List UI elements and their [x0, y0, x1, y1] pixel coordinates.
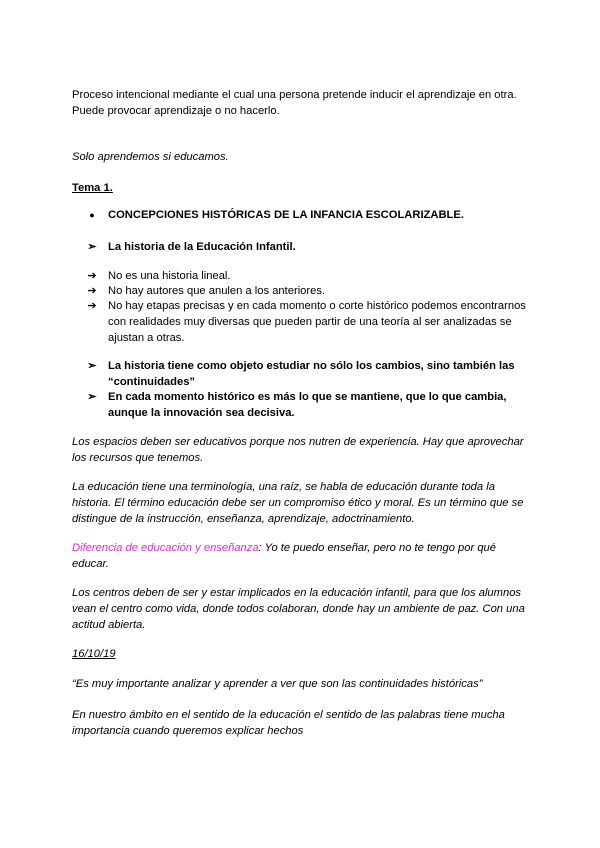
paragraph-centros: Los centros deben de ser y estar implicados en la educación infantil, para que los alumnos vean el centro como vida, donde todos colaboran, donde hay un ambiente de paz. Con una actitud abierta. — [72, 587, 525, 631]
date-heading: 16/10/19 — [72, 648, 116, 660]
subheading-text: La historia de la Educación Infantil. — [108, 241, 296, 253]
arrow-right-icon: ➔ — [87, 285, 97, 297]
intro-paragraph: Proceso intencional mediante el cual una persona pretende inducir el aprendizaje en otra. Puede provocar aprendizaje o no hacerlo. — [72, 89, 517, 117]
arrow-item-text: No hay etapas precisas y en cada momento o corte histórico podemos encontrarnos con realidades muy diversas que pueden partir de una teoría al ser analizadas se ajustan a otras. — [108, 300, 526, 344]
bold-point-text: En cada momento histórico es más lo que se mantiene, que lo que cambia, aunque la innovación sea decisiva. — [108, 391, 507, 419]
quote-continuidades: “Es muy importante analizar y aprender a ver que son las continuidades históricas” — [72, 678, 483, 690]
paragraph-espacios: Los espacios deben ser educativos porque nos nutren de experiencia. Hay que aprovechar los recursos que tenemos. — [72, 436, 524, 464]
bullet-dot-icon: ● — [89, 210, 95, 220]
arrow-right-icon: ➔ — [87, 270, 97, 282]
arrow-item-text: No hay autores que anulen a los anteriores. — [108, 285, 326, 297]
topic-heading: Tema 1. — [72, 182, 113, 194]
bullet-main-text: CONCEPCIONES HISTÓRICAS DE LA INFANCIA ESCOLARIZABLE. — [108, 209, 464, 221]
arrow-right-icon: ➔ — [87, 300, 97, 312]
arrowhead-icon: ➢ — [87, 241, 97, 253]
paragraph-terminologia: La educación tiene una terminología, una raíz, se habla de educación durante toda la historia. El término educación debe ser un compromiso ético y moral. Es un término que se distingue de la instrucción, enseñanza, aprendizaje, adoctrinamiento. — [72, 481, 524, 525]
bold-point-text: La historia tiene como objeto estudiar no sólo los cambios, sino también las “continuidades” — [108, 360, 515, 388]
quote-solo-aprendemos: Solo aprendemos si educamos. — [72, 151, 229, 163]
arrow-item-text: No es una historia lineal. — [108, 270, 231, 282]
paragraph-diferencia — [72, 540, 532, 572]
arrowhead-icon: ➢ — [87, 360, 97, 372]
paragraph-ambito: En nuestro ámbito en el sentido de la educación el sentido de las palabras tiene mucha importancia cuando queremos explicar hechos — [72, 709, 505, 737]
arrowhead-icon: ➢ — [87, 391, 97, 403]
difference-text: : Yo te puedo enseñar, pero no te tengo por qué educar. — [72, 542, 497, 570]
difference-label: Diferencia de educación y enseñanza — [72, 542, 259, 554]
